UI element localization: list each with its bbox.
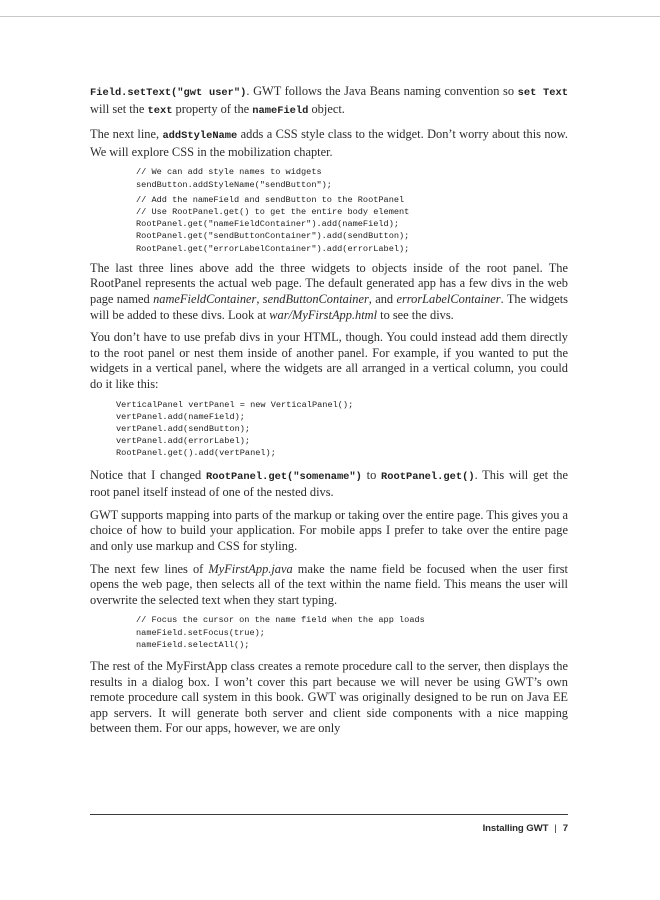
emphasis: war/MyFirstApp.html (269, 307, 378, 322)
paragraph-4: You don’t have to use prefab divs in your HTML, though. You could instead add them directly to the root panel or nest them inside of another panel. For example, if you wanted to put the widgets in a vertical panel, where the widgets are all arranged in a vertical column, you could do it like this: (90, 330, 568, 391)
footer-rule (90, 814, 568, 815)
inline-code: set Text (517, 87, 568, 99)
paragraph-8: The rest of the MyFirstApp class creates a remote procedure call to the server, then displays the results in a dialog box. I won’t cover this part because we will never be using GWT’s own remote procedure call system in this book. GWT was originally designed to be run on Java EE app servers. It will generate both server and client side components with a nice mapping between them. For our apps, however, we are only (90, 658, 568, 736)
text-run: to (361, 467, 382, 482)
code-block-focus: // Focus the cursor on the name field when the app loads nameField.setFocus(true); nameField.selectAll(); (136, 615, 425, 650)
page-body (90, 84, 568, 744)
footer-separator: | (554, 823, 557, 834)
code-block-style-names: // We can add style names to widgets sendButton.addStyleName("sendButton"); (136, 167, 332, 190)
inline-code: text (147, 104, 173, 117)
inline-code: nameField (252, 104, 309, 117)
page-footer (483, 823, 568, 834)
text-run: . GWT follows the Java Beans naming convention so (246, 84, 518, 98)
paragraph-7 (90, 562, 568, 609)
text-run: property of the (172, 101, 253, 116)
text-run: , (256, 291, 263, 306)
paragraph-6: GWT supports mapping into parts of the markup or taking over the entire page. This gives you a choice of how to build your application. For mobile apps I prefer to take over the entire page and only use markup and CSS for styling. (90, 507, 568, 553)
paragraph-3 (90, 261, 568, 323)
text-run: to see the divs. (377, 307, 454, 322)
text-run: The next line, (90, 127, 163, 142)
code-block-vertical-panel: VerticalPanel vertPanel = new VerticalPanel(); vertPanel.add(nameField); vertPanel.add(sendButton); vertPanel.add(errorLabel); RootPanel.get().add(vertPanel); (116, 399, 354, 459)
text-run: adds a CSS style class to the widget. Don’t worry about this now. We will explore CSS in the mobilization chapter. (90, 127, 568, 159)
inline-code: RootPanel.get() (381, 470, 475, 483)
text-run: will set the (90, 101, 148, 116)
page-number: 7 (562, 823, 568, 834)
text-run: make the name field be focused when the user first opens the web page, then selects all of the text within the name field. This means the user will overwrite the selected text when they start typing. (90, 561, 568, 607)
inline-code: RootPanel.get("somename") (206, 470, 362, 483)
code-block-root-panel: // Add the nameField and sendButton to the RootPanel // Use RootPanel.get() to get the entire body element RootPanel.get("nameFieldContainer").add(nameField); RootPanel.get("sendButtonContainer").add(sendButton); RootPanel.get("errorLabelContainer").add(errorLabel); (136, 194, 410, 254)
text-run: The next few lines of (90, 561, 209, 576)
text-run: . The widgets will be added to these divs. Look at (90, 291, 568, 322)
inline-code: addStyleName (162, 130, 238, 143)
text-run: , and (368, 291, 397, 306)
emphasis: errorLabelContainer (396, 291, 501, 306)
paragraph-5 (90, 468, 568, 501)
text-run: The last three lines above add the three widgets to objects inside of the root panel. The RootPanel represents the actual web page. The default generated app has a few divs in the web page named (90, 260, 568, 306)
paragraph-2 (90, 127, 568, 160)
footer-section-title: Installing GWT (482, 823, 549, 834)
text-run: object. (308, 101, 345, 116)
emphasis: nameFieldContainer (153, 291, 257, 306)
paragraph-1 (90, 84, 568, 119)
top-rule (0, 16, 660, 17)
emphasis: MyFirstApp.java (208, 561, 293, 576)
text-run: Notice that I changed (90, 467, 206, 482)
inline-code: Field.setText("gwt user") (90, 87, 247, 99)
text-run: . This will get the root panel itself instead of one of the nested divs. (90, 467, 568, 500)
emphasis: sendButtonContainer (262, 291, 369, 306)
